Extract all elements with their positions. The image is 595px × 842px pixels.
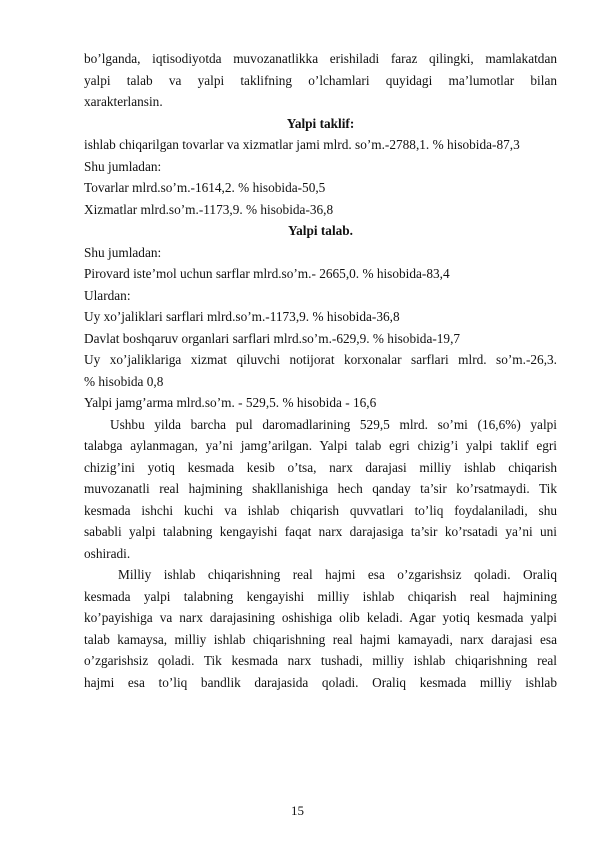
text-line: o’zgarishsiz qoladi. Tik kesmada narx tushadi, milliy ishlab chiqarishning real xyxy=(84,653,557,668)
text-line: Shu jumladan: xyxy=(84,244,162,260)
text-line: xarakterlansin. xyxy=(84,94,163,109)
text-line: oshiradi. xyxy=(84,545,131,561)
text-line: Yalpi jamg’arma mlrd.so’m. - 529,5. % hisobida - 16,6 xyxy=(84,395,377,410)
text-line: Pirovard iste’mol uchun sarflar mlrd.so’m.- 2665,0. % hisobida-83,4 xyxy=(84,266,450,281)
text-line: % hisobida 0,8 xyxy=(84,373,164,389)
document-page xyxy=(84,48,557,693)
section-heading-demand: Yalpi talab. xyxy=(287,223,354,238)
text-line: ko’payishiga va narx darajasining oshishiga olib keladi. Agar yotiq kesmada yalpi xyxy=(84,610,557,625)
text-line: hajmi esa to’liq bandlik darajasida qoladi. Oraliq kesmada milliy ishlab xyxy=(84,674,557,690)
text-line: sababli yalpi talabning kengayishi faqat narx darajasiga ta’sir ko’rsatadi ya’ni uni xyxy=(84,524,557,539)
section-heading-supply: Yalpi taklif: xyxy=(286,115,355,131)
text-line: muvozanatli real hajmining shakllanishiga hech qanday ta’sir ko’rsatmaydi. Tik xyxy=(84,481,557,496)
text-line: Uy xo’jaliklariga xizmat qiluvchi notijorat korxonalar sarflari mlrd. so’m.-26,3. xyxy=(84,352,557,367)
text-line: chizig’ini yotiq kesmada kesib o’tsa, narx darajasi milliy ishlab chiqarish xyxy=(84,459,557,475)
text-line: Uy xo’jaliklari sarflari mlrd.so’m.-1173,9. % hisobida-36,8 xyxy=(84,309,400,324)
text-line: yalpi talab va yalpi taklifning o’lchamlari quyidagi ma’lumotlar bilan xyxy=(84,72,557,88)
paragraph-first-line: Milliy ishlab chiqarishning real hajmi esa o’zgarishsiz qoladi. Oraliq xyxy=(118,567,557,582)
text-line: talab kamaysa, milliy ishlab chiqarishning real hajmi kamayadi, narx darajasi esa xyxy=(84,631,557,647)
text-line: Shu jumladan: xyxy=(84,158,162,174)
text-line: talabga aylanmagan, ya’ni jamg’arilgan. Yalpi talab egri chizig’i yalpi taklif egri xyxy=(84,438,557,453)
text-line: Xizmatlar mlrd.so’m.-1173,9. % hisobida-36,8 xyxy=(84,201,334,217)
text-line: ishlab chiqarilgan tovarlar va xizmatlar jami mlrd. so’m.-2788,1. % hisobida-87,3 xyxy=(84,137,520,152)
text-line: Ulardan: xyxy=(84,287,131,303)
text-line: bo’lganda, iqtisodiyotda muvozanatlikka erishiladi faraz qilingki, mamlakatdan xyxy=(84,51,557,66)
page-number: 15 xyxy=(291,803,304,818)
paragraph-first-line: Ushbu yilda barcha pul daromadlarining 529,5 mlrd. so’mi (16,6%) yalpi xyxy=(110,416,557,432)
text-line: kesmada ishchi kuchi va ishlab chiqarish quvvatlari to’liq foydalaniladi, shu xyxy=(84,502,557,518)
text-line: Tovarlar mlrd.so’m.-1614,2. % hisobida-50,5 xyxy=(84,180,326,195)
text-line: Davlat boshqaruv organlari sarflari mlrd.so’m.-629,9. % hisobida-19,7 xyxy=(84,330,461,346)
text-line: kesmada yalpi talabning kengayishi milliy ishlab chiqarish real hajmining xyxy=(84,588,557,604)
